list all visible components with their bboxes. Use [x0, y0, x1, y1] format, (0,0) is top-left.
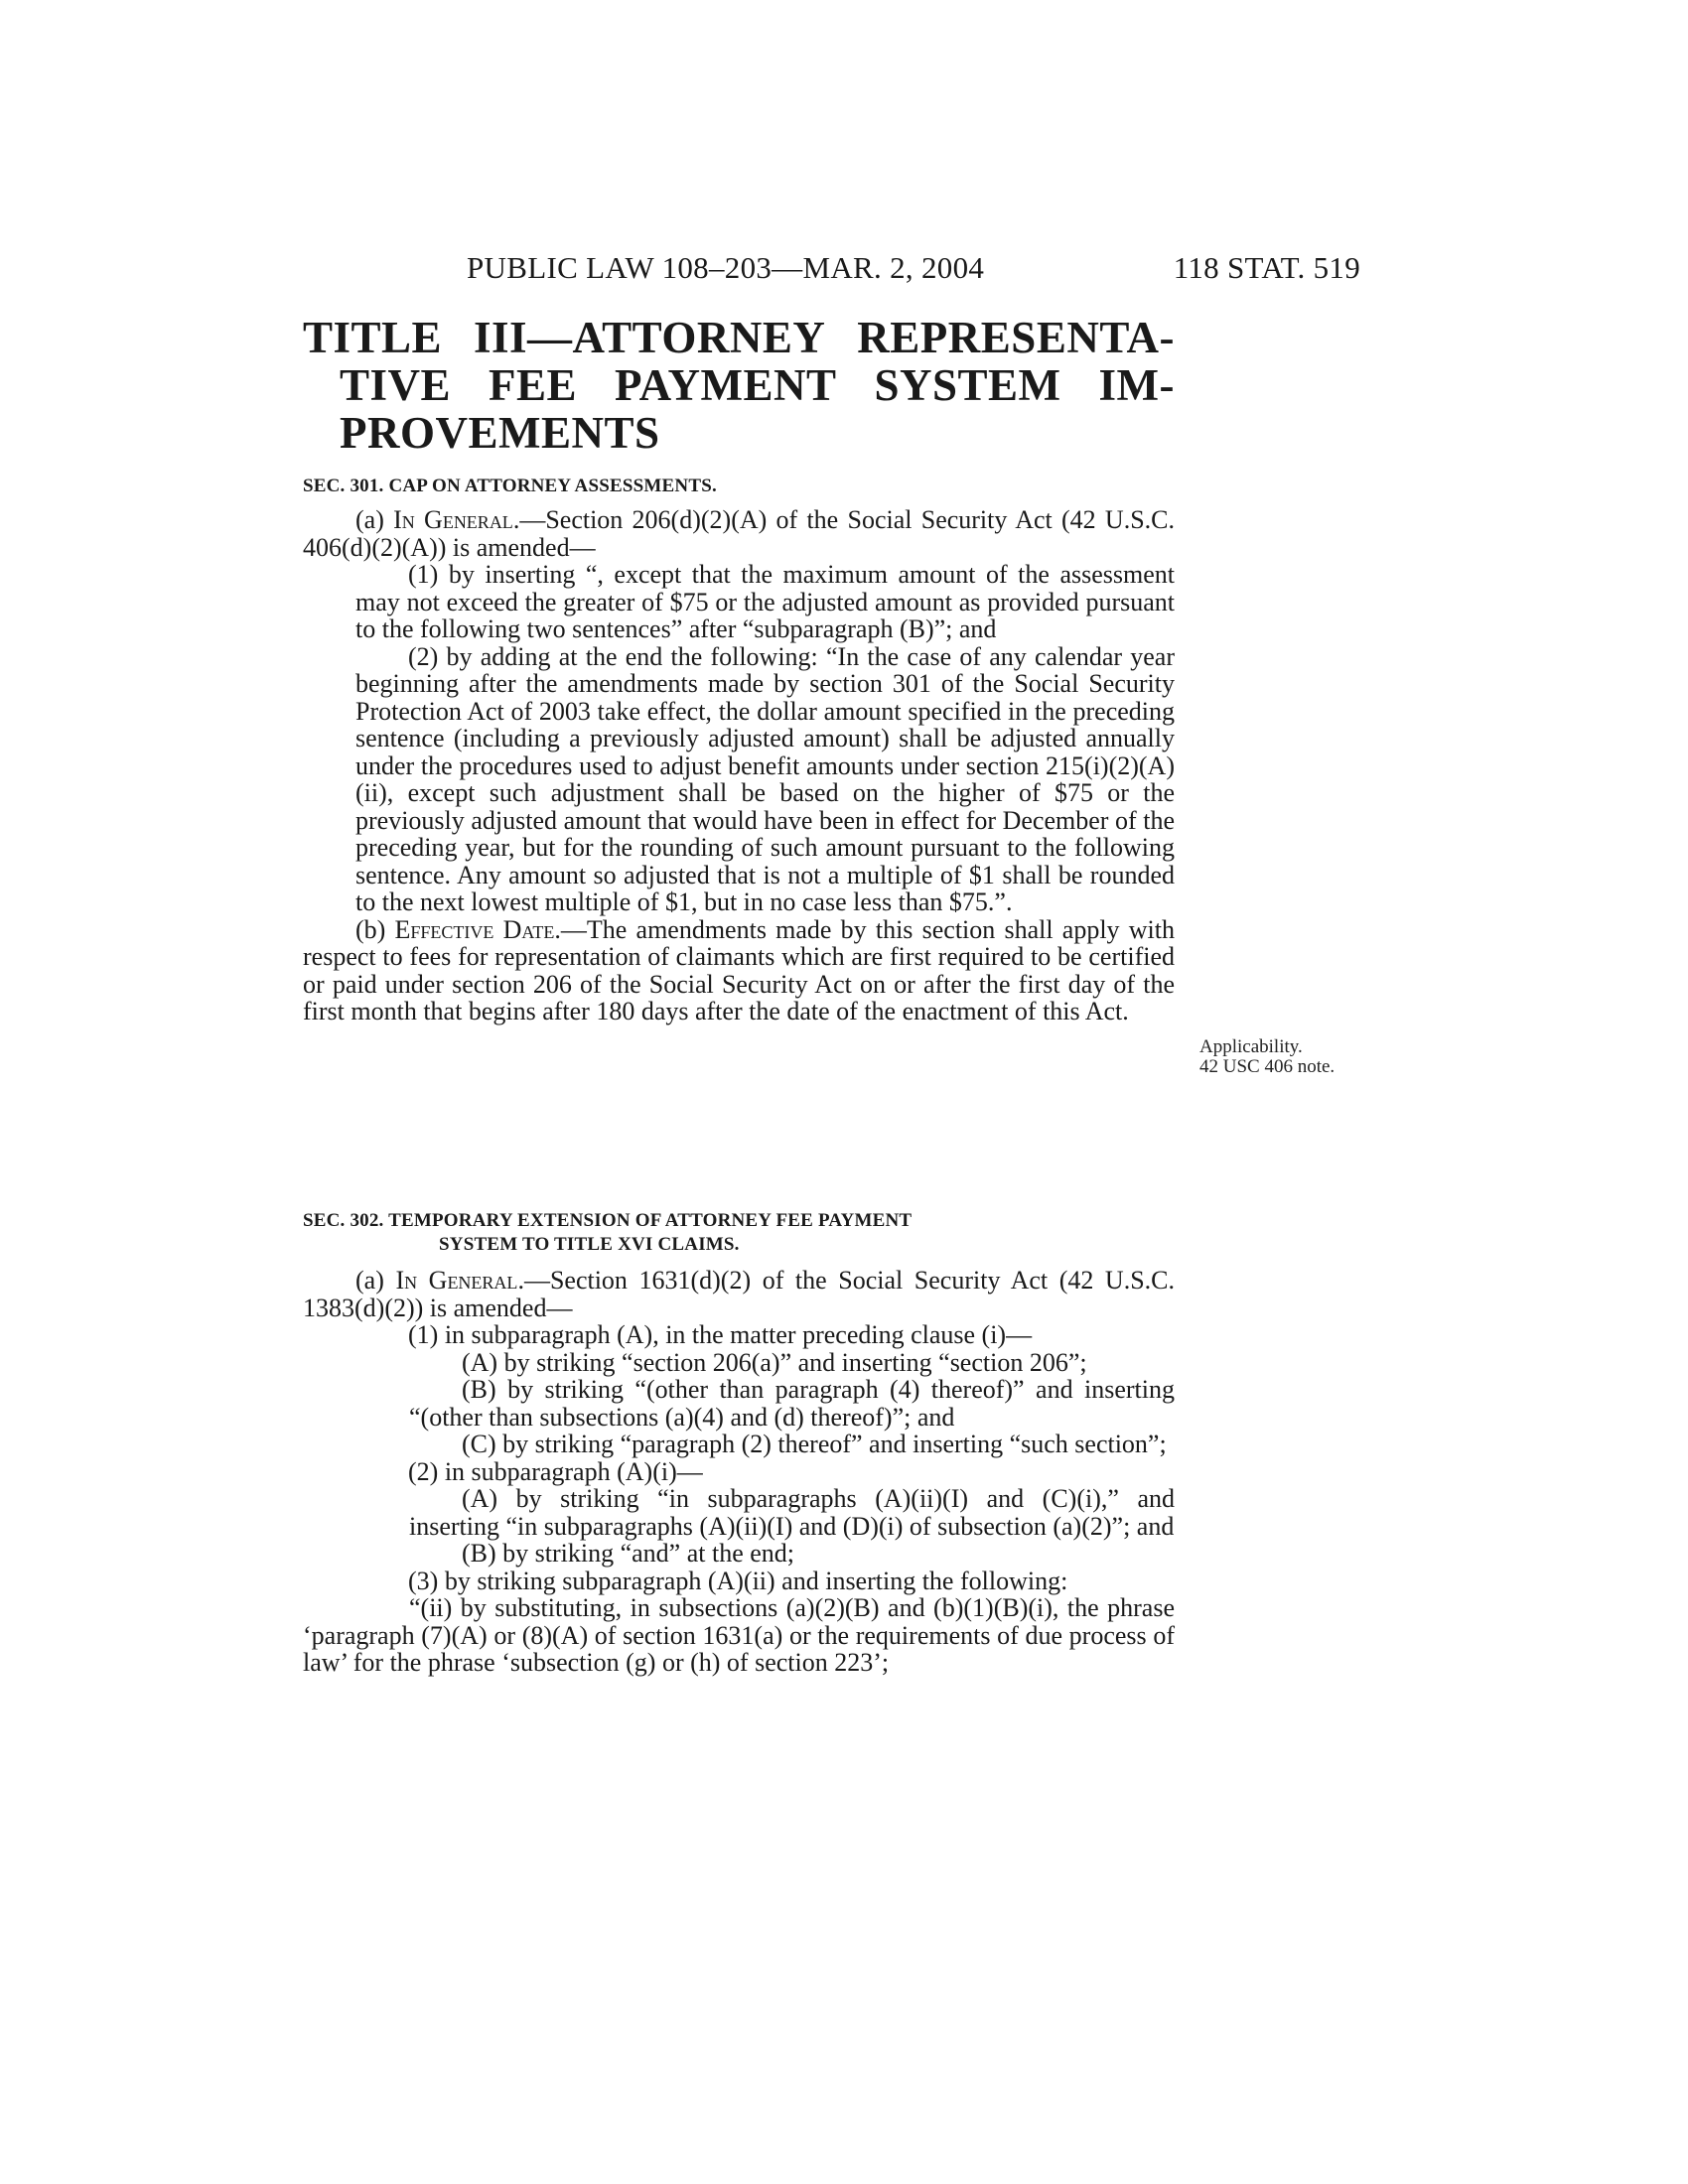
- subparagraph-1A: (A) by striking “section 206(a)” and inserting “section 206”;: [462, 1347, 1087, 1377]
- title-word: TIVE: [340, 360, 452, 410]
- title-line-1: [303, 314, 1175, 361]
- paragraph-1: (1) in subparagraph (A), in the matter preceding clause (i)—: [408, 1320, 1033, 1349]
- title-word: REPRESENTA-: [857, 313, 1175, 362]
- title-word: IM-: [1098, 360, 1175, 410]
- title-word: TITLE: [303, 313, 443, 362]
- statute-page-number: 118 STAT. 519: [1173, 250, 1360, 285]
- margin-note-line: 42 USC 406 note.: [1199, 1056, 1336, 1077]
- title-line-2: [303, 361, 1175, 409]
- paragraph-1: (1) by inserting “, except that the maximum amount of the assessment may not exceed the greater of $75 or the adjusted amount as provided pursuant to the following two sentences” after “subparagraph (B)”; and: [355, 560, 1175, 643]
- title-heading: [303, 314, 1175, 457]
- subparagraph-2A: (A) by striking “in subparagraphs (A)(ii)(I) and (C)(i),” and inserting “in subparagraphs (A)(ii)(I) and (D)(i) of subsection (a)(2)”; and: [409, 1484, 1175, 1541]
- title-word: SYSTEM: [874, 360, 1061, 410]
- title-word: PAYMENT: [614, 360, 837, 410]
- title-word: FEE: [489, 360, 578, 410]
- margin-note-line: Applicability.: [1199, 1036, 1303, 1057]
- subsection-caption: Effective Date: [394, 914, 555, 944]
- heading-line: SEC. 302. TEMPORARY EXTENSION OF ATTORNEY FEE PAYMENT: [303, 1210, 913, 1231]
- paragraph-2: (2) by adding at the end the following: “In the case of any calendar year beginning after the amendments made by section 301 of the Social Security Protection Act of 2003 take effect, the dollar amount specified in the preceding sentence (including a previously adjusted amount) shall be adjusted annually under the procedures used to adjust benefit amounts under section 215(i)(2)(A)(ii), except such adjustment shall be based on the higher of $75 or the previously adjusted amount that would have been in effect for December of the preceding year, but for the rounding of such amount pursuant to the following sentence. Any amount so adjusted that is not a multiple of $1 shall be rounded to the next lowest multiple of $1, but in no case less than $75.”.: [355, 641, 1175, 916]
- subsection-caption: In General: [395, 1266, 518, 1295]
- section-301-heading: SEC. 301. CAP ON ATTORNEY ASSESSMENTS.: [303, 476, 717, 496]
- subsection-b: (b) Effective Date.—The amendments made by this section shall apply with respect to fees for representation of claimants which are first required to be certified or paid under section 206 of the Social Security Act on or after the first day of the first month that begins after 180 days after the date of the enactment of this Act.: [303, 914, 1175, 1025]
- title-line-3: PROVEMENTS: [340, 408, 660, 458]
- heading-line: SYSTEM TO TITLE XVI CLAIMS.: [439, 1234, 740, 1255]
- paragraph-3: (3) by striking subparagraph (A)(ii) and inserting the following:: [408, 1566, 1068, 1595]
- paragraph-2: (2) in subparagraph (A)(i)—: [408, 1456, 703, 1486]
- subparagraph-2B: (B) by striking “and” at the end;: [462, 1539, 795, 1568]
- subparagraph-1B: (B) by striking “(other than paragraph (4) thereof)” and inserting “(other than subsections (a)(4) and (d) thereof)”; and: [409, 1375, 1175, 1432]
- subsection-a: (a) In General.—Section 1631(d)(2) of the Social Security Act (42 U.S.C. 1383(d)(2)) is amended—: [303, 1266, 1175, 1322]
- subparagraph-1C: (C) by striking “paragraph (2) thereof” and inserting “such section”;: [462, 1430, 1167, 1458]
- subsection-a: (a) In General.—Section 206(d)(2)(A) of the Social Security Act (42 U.S.C. 406(d)(2)(A)) is amended—: [303, 505, 1175, 562]
- running-header: PUBLIC LAW 108–203—MAR. 2, 2004: [467, 250, 985, 285]
- section-301-body: [303, 506, 1175, 1025]
- title-word: III—ATTORNEY: [473, 313, 826, 362]
- margin-note: [1199, 1037, 1335, 1077]
- section-302-heading: [303, 1209, 1175, 1257]
- subsection-caption: In General: [393, 505, 513, 534]
- section-302-body: [303, 1267, 1175, 1677]
- quoted-clause-ii: “(ii) by substituting, in subsections (a)(2)(B) and (b)(1)(B)(i), the phrase ‘paragraph (7)(A) or (8)(A) of section 1631(a) or the requirements of due process of law’ for the phrase ‘subsection (g) or (h) of section 223’;: [303, 1593, 1175, 1677]
